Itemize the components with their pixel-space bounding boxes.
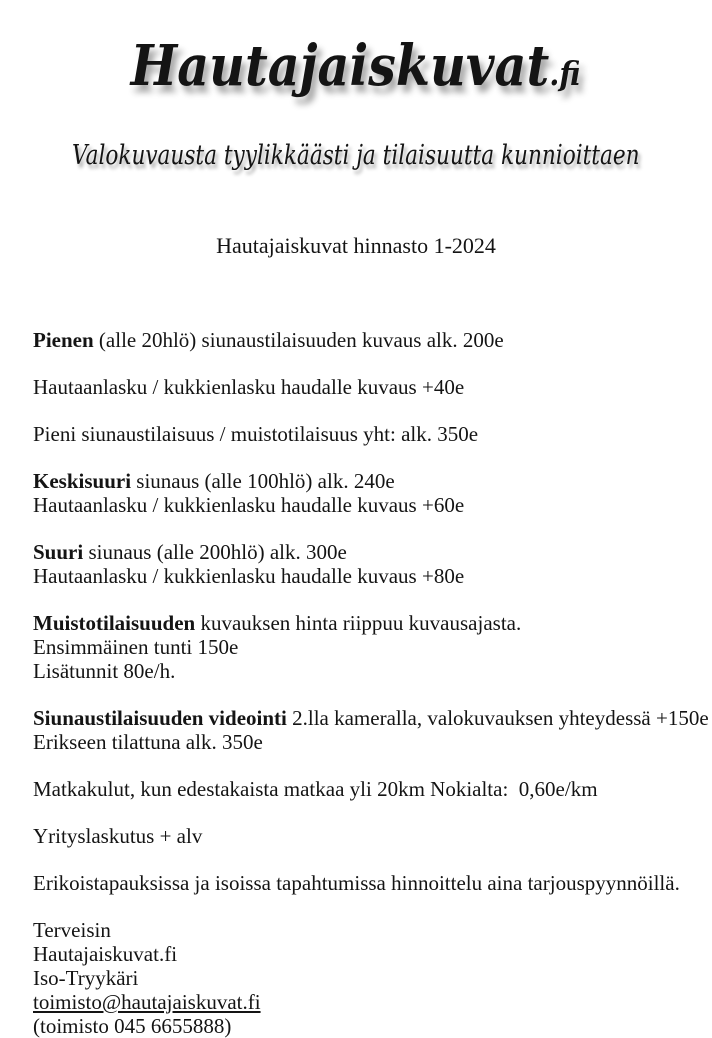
price-line — [33, 777, 692, 801]
price-text: Yrityslaskutus + alv — [33, 824, 203, 848]
price-text: Lisätunnit 80e/h. — [33, 659, 176, 683]
price-term: Siunaustilaisuuden videointi — [33, 706, 287, 730]
price-line — [33, 635, 692, 659]
page-title: Hautajaiskuvat hinnasto 1-2024 — [216, 233, 496, 258]
price-text: Matkakulut, kun edestakaista matkaa yli 20km Nokialta: 0,60e/km — [33, 777, 598, 801]
logo-main-text: Hautajaiskuvat — [131, 33, 550, 99]
price-text: siunaus (alle 200hlö) alk. 300e — [83, 540, 347, 564]
price-line — [33, 659, 692, 683]
price-term: Suuri — [33, 540, 84, 564]
price-term: Muistotilaisuuden — [33, 611, 196, 635]
price-item-grave-lowering-small — [33, 375, 692, 399]
price-item-memorial — [33, 611, 692, 683]
price-line — [33, 611, 692, 635]
price-text: siunaus (alle 100hlö) alk. 240e — [131, 469, 395, 493]
signature-location: Iso-Tryykäri — [33, 966, 139, 990]
signature-phone: (toimisto 045 6655888) — [33, 1014, 232, 1038]
price-item-travel-costs — [33, 777, 692, 801]
price-text: Pieni siunaustilaisuus / muistotilaisuus yht: alk. 350e — [33, 422, 479, 446]
price-line — [33, 328, 692, 352]
price-text: Erikseen tilattuna alk. 350e — [33, 730, 263, 754]
price-line — [33, 871, 692, 895]
price-line — [33, 730, 692, 754]
price-item-small-combo — [33, 422, 692, 446]
price-item-videography — [33, 706, 709, 754]
logo — [0, 16, 712, 131]
signature-block — [33, 918, 692, 1038]
price-line — [33, 469, 692, 493]
price-text: Erikoistapauksissa ja isoissa tapahtumissa hinnoittelu aina tarjouspyynnöillä. — [33, 871, 680, 895]
price-item-business-billing — [33, 824, 692, 848]
tagline-row — [0, 131, 712, 185]
price-line — [33, 540, 692, 564]
price-line — [33, 375, 692, 399]
price-text: Ensimmäinen tunti 150e — [33, 635, 239, 659]
price-text: Hautaanlasku / kukkienlasku haudalle kuvaus +80e — [33, 564, 465, 588]
signature-email-row — [33, 990, 692, 1014]
logo-fi-suffix: .fi — [549, 54, 581, 93]
price-text: kuvauksen hinta riippuu kuvausajasta. — [195, 611, 522, 635]
email-link[interactable]: toimisto@hautajaiskuvat.fi — [33, 990, 261, 1014]
price-text: Hautaanlasku / kukkienlasku haudalle kuvaus +40e — [33, 375, 465, 399]
price-term: Pienen — [33, 328, 94, 352]
price-item-small-ceremony — [33, 328, 692, 352]
price-term: Keskisuuri — [33, 469, 132, 493]
page-header — [0, 0, 712, 185]
price-text: Hautaanlasku / kukkienlasku haudalle kuvaus +60e — [33, 493, 465, 517]
price-line — [33, 824, 692, 848]
price-line — [33, 422, 692, 446]
price-item-special-cases — [33, 871, 692, 895]
signature-company: Hautajaiskuvat.fi — [33, 942, 178, 966]
price-line — [33, 706, 709, 730]
price-text: (alle 20hlö) siunaustilaisuuden kuvaus alk. 200e — [93, 328, 504, 352]
price-line — [33, 564, 692, 588]
price-list — [33, 328, 709, 1038]
signature-greeting: Terveisin — [33, 918, 111, 942]
price-text: 2.lla kameralla, valokuvauksen yhteydessä +150e — [286, 706, 709, 730]
logo-script-text — [131, 16, 581, 124]
tagline-text: Valokuvausta tyylikkäästi ja tilaisuutta kunnioittaen — [72, 140, 640, 171]
price-line — [33, 493, 692, 517]
price-item-large-ceremony — [33, 540, 692, 588]
price-item-medium-ceremony — [33, 469, 692, 517]
